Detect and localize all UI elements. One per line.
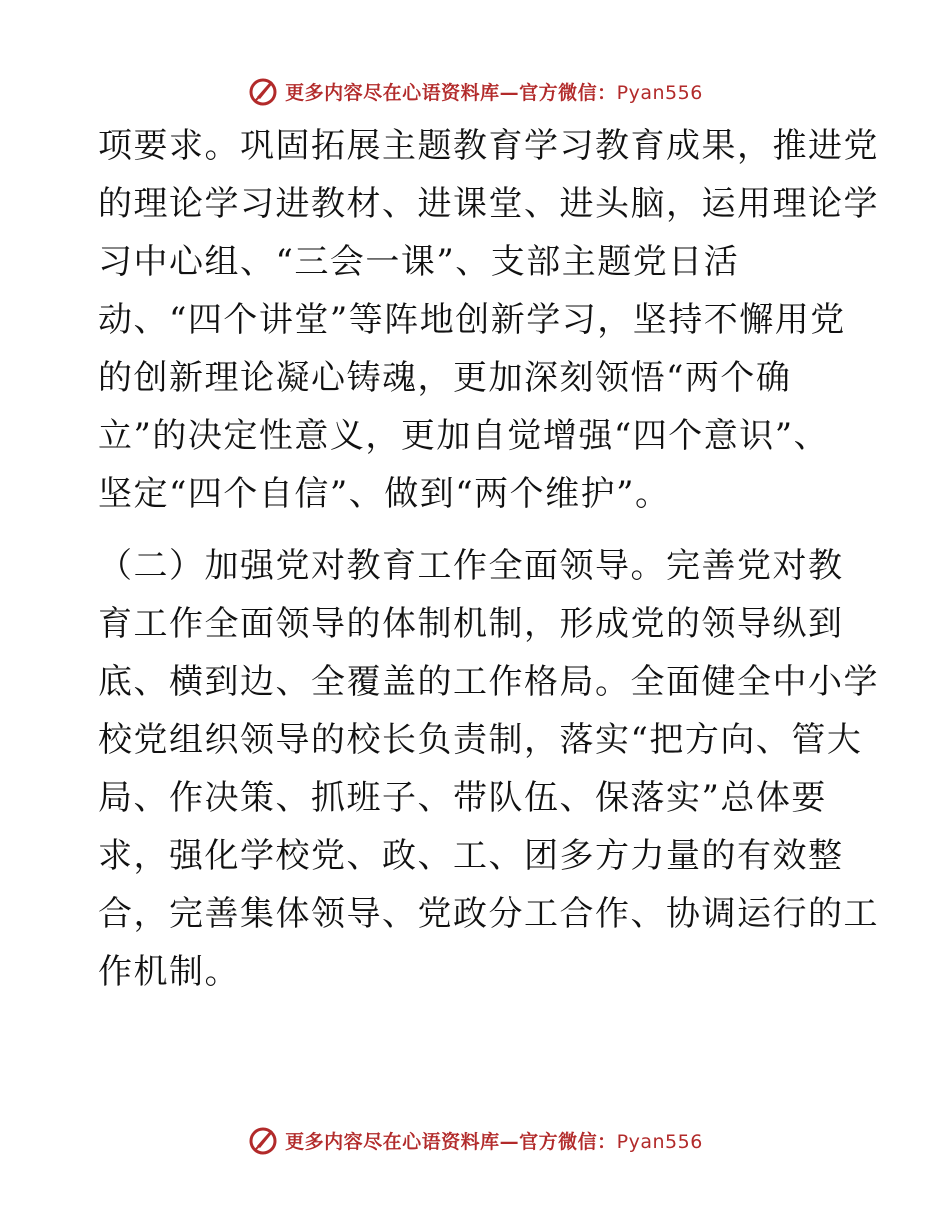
text-line: 底、横到边、全覆盖的工作格局。全面健全中小学 <box>98 662 879 702</box>
text-line: 局、作决策、抓班子、带队伍、保落实”总体要 <box>98 778 827 818</box>
document-body <box>98 117 879 1001</box>
paragraph-gap <box>98 523 858 537</box>
text-line: 作机制。 <box>98 952 240 992</box>
header-banner-account: Pyan556 <box>616 81 703 104</box>
paragraph-1 <box>98 117 879 523</box>
header-banner-text <box>285 78 703 105</box>
text-line: 校党组织领导的校长负责制，落实“把方向、管大 <box>98 720 863 760</box>
header-banner-label: 更多内容尽在心语资料库—官方微信： <box>285 81 617 104</box>
text-line: 立”的决定性意义，更加自觉增强“四个意识”、 <box>98 416 830 456</box>
text-line: 项要求。巩固拓展主题教育学习教育成果，推进党 <box>98 126 879 166</box>
text-line: 育工作全面领导的体制机制，形成党的领导纵到 <box>98 604 844 644</box>
text-line: 习中心组、“三会一课”、支部主题党日活 <box>98 242 740 282</box>
text-line: 的创新理论凝心铸魂，更加深刻领悟“两个确 <box>98 358 792 398</box>
text-line: 动、“四个讲堂”等阵地创新学习，坚持不懈用党 <box>98 300 846 340</box>
text-line: （二）加强党对教育工作全面领导。完善党对教 <box>98 546 844 586</box>
text-line: 的理论学习进教材、进课堂、进头脑，运用理论学 <box>98 184 879 224</box>
text-line: 合，完善集体领导、党政分工合作、协调运行的工 <box>98 894 879 934</box>
text-line: 求，强化学校党、政、工、团多方力量的有效整 <box>98 836 844 876</box>
footer-banner-label: 更多内容尽在心语资料库—官方微信： <box>285 1130 617 1153</box>
footer-banner-account: Pyan556 <box>616 1130 703 1153</box>
quill-circle-icon <box>247 75 279 107</box>
footer-banner <box>0 1120 950 1160</box>
quill-circle-icon <box>247 1124 279 1156</box>
paragraph-2 <box>98 537 879 1001</box>
header-banner <box>0 71 950 111</box>
text-line: 坚定“四个自信”、做到“两个维护”。 <box>98 474 671 514</box>
footer-banner-text <box>285 1127 703 1154</box>
